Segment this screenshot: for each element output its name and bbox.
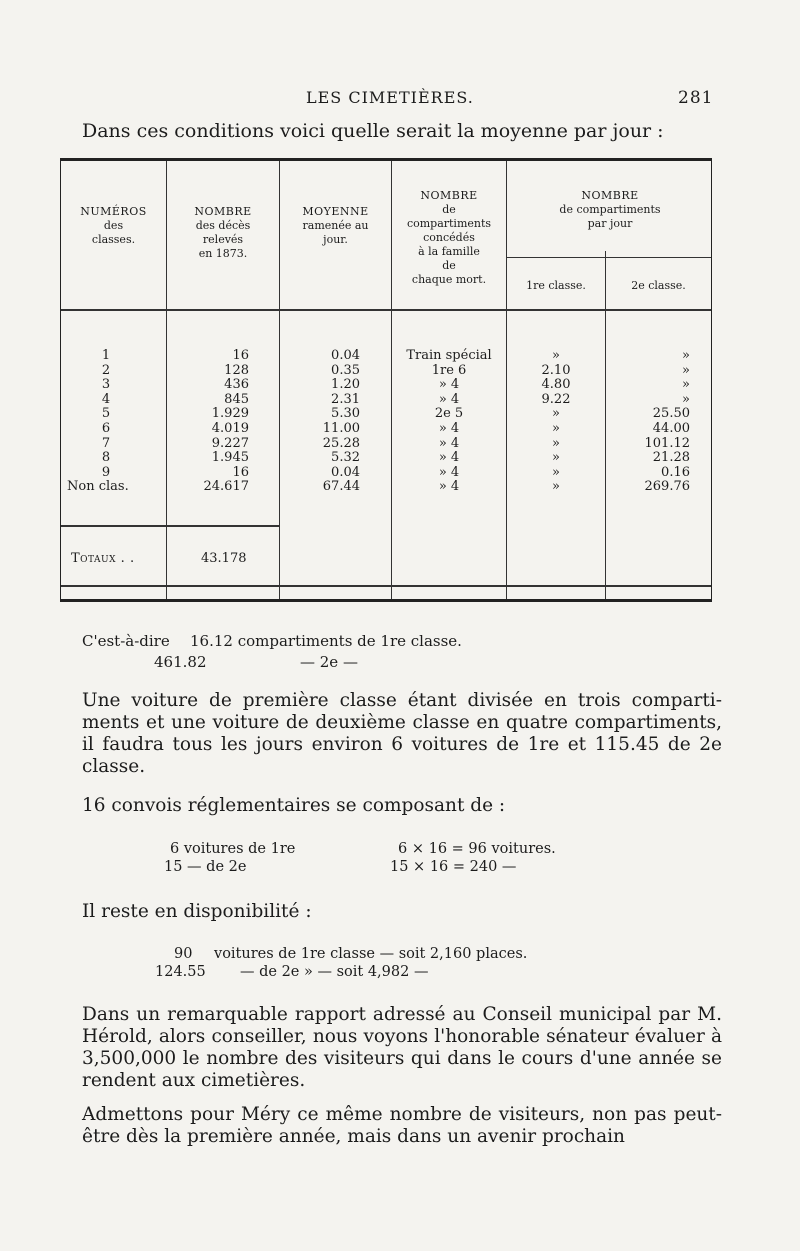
cell: » xyxy=(552,406,560,422)
header-classe1: 1re classe. xyxy=(526,279,586,292)
cell: 845 xyxy=(224,391,249,407)
cell: 101.12 xyxy=(644,435,690,451)
cell: Train spécial xyxy=(406,348,492,363)
cell: 2 xyxy=(101,362,111,378)
cell: 16 xyxy=(232,348,249,363)
cell: 4.019 xyxy=(211,420,249,436)
totals-value: 43.178 xyxy=(201,551,247,566)
cell: 16 xyxy=(232,464,249,480)
cell: 2e 5 xyxy=(434,406,464,422)
note-line-2-value: 461.82 xyxy=(154,653,207,671)
cell: 0.16 xyxy=(661,464,690,480)
cell: » xyxy=(552,479,560,495)
cell: 1.945 xyxy=(211,450,249,466)
note-prefix: C'est-à-dire xyxy=(82,632,170,650)
cell: » xyxy=(682,362,690,378)
cell: 2.10 xyxy=(541,362,571,378)
reste-line: Il reste en disponibilité : xyxy=(82,901,312,922)
header-classe2: 2e classe. xyxy=(631,279,686,292)
header-concedes: NOMBRE de compartiments concédés à la famille de chaque mort. xyxy=(406,189,492,286)
cell: 4.80 xyxy=(541,377,571,393)
cell: 1.20 xyxy=(331,377,360,393)
cell: 4 xyxy=(101,391,111,407)
cell: 9.22 xyxy=(541,391,571,407)
totals-rule xyxy=(61,525,279,527)
column-deces xyxy=(167,349,249,495)
column-numero xyxy=(63,349,149,495)
cell: 5.32 xyxy=(331,450,360,466)
cell: » xyxy=(552,435,560,451)
cell: 3 xyxy=(101,377,111,393)
bottom-rule xyxy=(61,585,711,587)
paragraph-4: Admettons pour Méry ce même nombre de visiteurs, non pas peut-être dès la première année, mais dans un avenir prochain xyxy=(82,1104,722,1147)
cell: 9.227 xyxy=(211,435,249,451)
cell: 8 xyxy=(101,450,111,466)
cell: 21.28 xyxy=(652,450,690,466)
cell: 5 xyxy=(101,406,111,422)
header-rule xyxy=(61,309,711,311)
cell: 0.04 xyxy=(331,348,360,363)
cell: 25.28 xyxy=(322,435,360,451)
column-classe2 xyxy=(606,349,690,495)
paragraph-1: Une voiture de première classe étant divisée en trois compartiments et une voiture de deuxième classe en quatre compartiments, il faudra tous les jours environ 6 voitures de 1re et 115.45 de 2e classe. xyxy=(82,690,722,777)
note-line-1: 16.12 compartiments de 1re classe. xyxy=(190,632,462,650)
dispo-line-2b: — de 2e » — soit 4,982 — xyxy=(240,964,429,980)
header-moyenne: MOYENNE ramenée au jour. xyxy=(302,205,369,246)
cell: » xyxy=(682,348,690,363)
dispo-line-1b: voitures de 1re classe — soit 2,160 places. xyxy=(214,946,528,962)
cell: 44.00 xyxy=(652,420,690,436)
cell: 11.00 xyxy=(322,420,360,436)
column-concedes xyxy=(392,349,506,495)
cell: » xyxy=(552,348,560,363)
cell: 1.929 xyxy=(211,406,249,422)
column-classe1 xyxy=(507,349,605,495)
cell: » 4 xyxy=(438,391,460,407)
subheader-rule xyxy=(507,257,711,258)
statistics-table xyxy=(60,158,712,602)
intro-line: Dans ces conditions voici quelle serait la moyenne par jour : xyxy=(82,120,664,142)
cell: 24.617 xyxy=(203,479,249,495)
running-title: LES CIMETIÈRES. xyxy=(306,88,474,107)
paragraph-3: Dans un remarquable rapport adressé au Conseil municipal par M. Hérold, alors conseiller, nous voyons l'honorable sénateur évaluer à 3,500,000 le nombre des visiteurs qui dans le cours d'une année se rendent aux cimetières. xyxy=(82,1004,722,1091)
dispo-line-2a: 124.55 xyxy=(155,964,206,980)
cell: Non clas. xyxy=(67,479,129,495)
cell: » 4 xyxy=(438,450,460,466)
cell: 0.35 xyxy=(331,362,360,378)
header-numeros: NUMÉROS des classes. xyxy=(80,205,147,246)
cell: 128 xyxy=(224,362,249,378)
cell: 269.76 xyxy=(644,479,690,495)
totals-label: Totaux . . xyxy=(71,551,135,566)
dispo-line-1a: 90 xyxy=(174,946,193,962)
convoy-line-1a: 6 voitures de 1re xyxy=(170,841,296,857)
cell: » xyxy=(552,450,560,466)
header-par-jour: NOMBRE de compartiments par jour xyxy=(559,189,661,230)
cell: » 4 xyxy=(438,377,460,393)
cell: » xyxy=(682,391,690,407)
cell: 9 xyxy=(101,464,111,480)
cell: » xyxy=(682,377,690,393)
cell: 6 xyxy=(101,420,111,436)
cell: » 4 xyxy=(438,479,460,495)
cell: 2.31 xyxy=(331,391,360,407)
cell: » 4 xyxy=(438,435,460,451)
convoy-line-1b: 6 × 16 = 96 voitures. xyxy=(398,841,556,857)
paragraph-2: 16 convois réglementaires se composant de : xyxy=(82,795,506,816)
cell: 7 xyxy=(101,435,111,451)
convoy-line-2b: 15 × 16 = 240 — xyxy=(390,859,517,875)
cell: 436 xyxy=(224,377,249,393)
cell: » xyxy=(552,464,560,480)
cell: » 4 xyxy=(438,464,460,480)
cell: 67.44 xyxy=(322,479,360,495)
note-line-2-rest: — 2e — xyxy=(300,653,358,671)
cell: » xyxy=(552,420,560,436)
cell: 1re 6 xyxy=(431,362,467,378)
column-moyenne xyxy=(280,349,360,495)
convoy-line-2a: 15 — de 2e xyxy=(164,859,247,875)
header-deces: NOMBRE des décès relevés en 1873. xyxy=(194,205,252,260)
cell: 1 xyxy=(101,348,111,363)
cell: 5.30 xyxy=(331,406,360,422)
cell: 0.04 xyxy=(331,464,360,480)
page-number: 281 xyxy=(678,88,714,108)
cell: » 4 xyxy=(438,420,460,436)
cell: 25.50 xyxy=(652,406,690,422)
